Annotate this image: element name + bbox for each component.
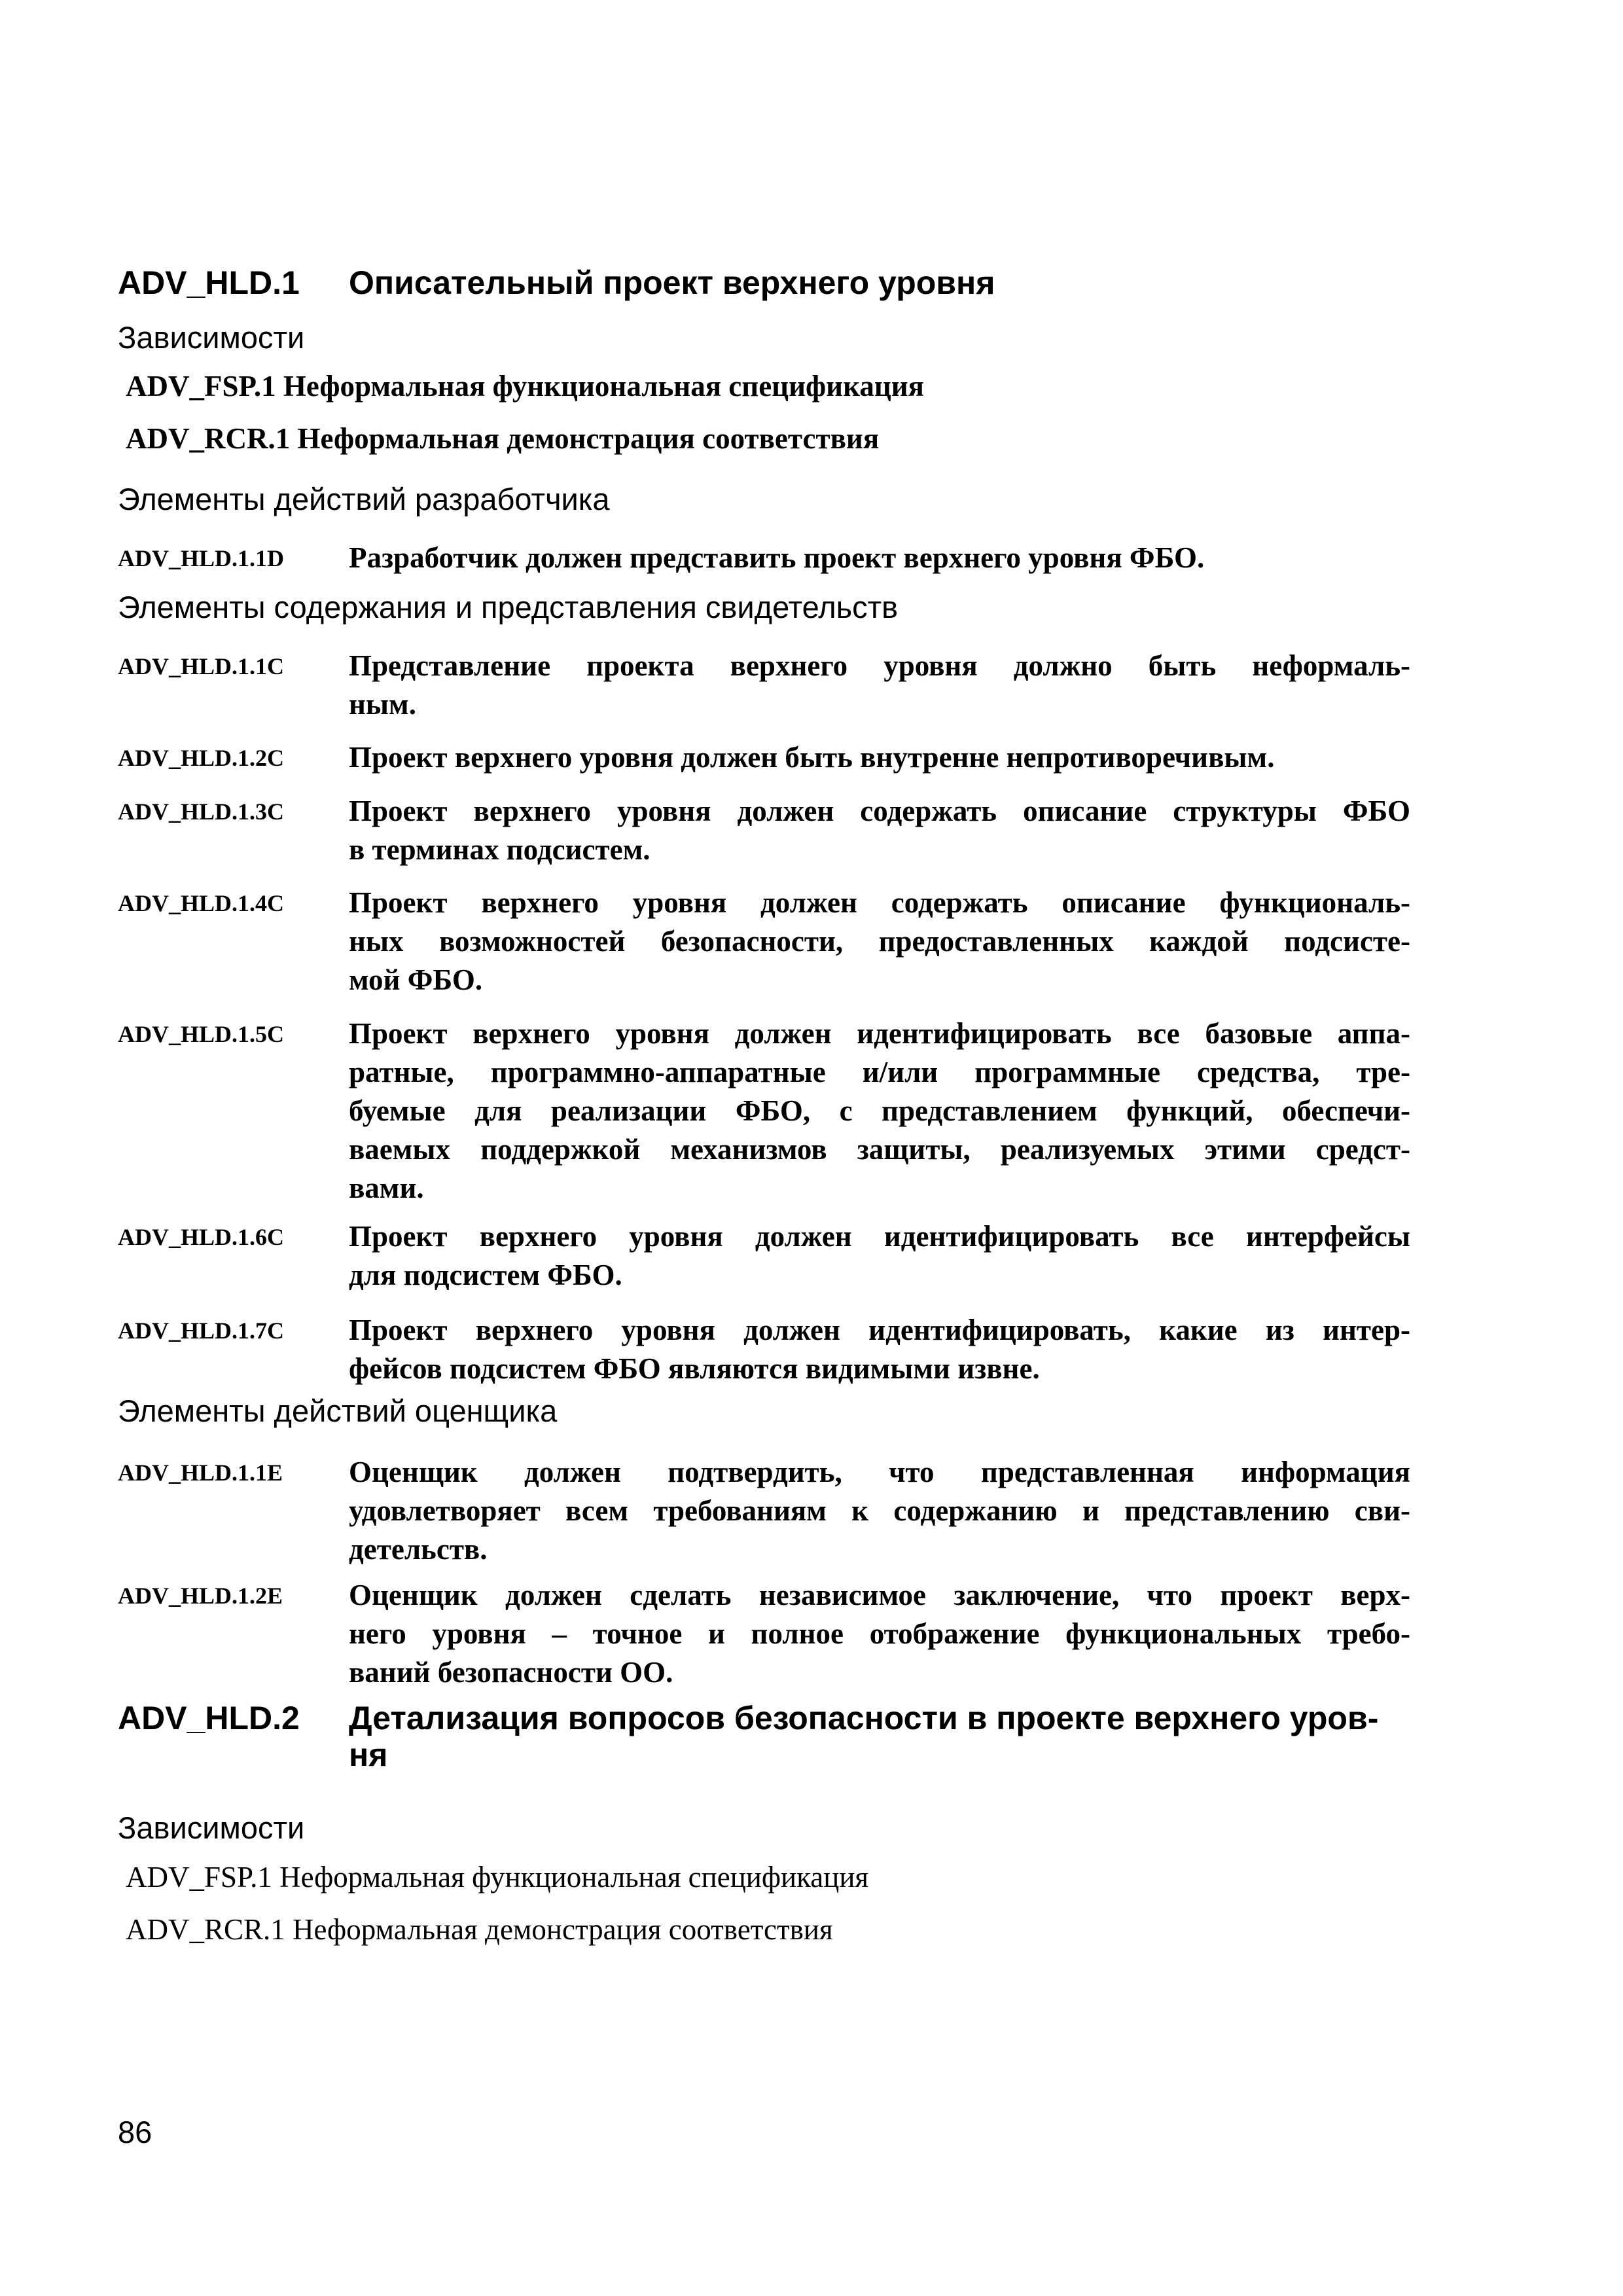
dependencies-heading: Зависимости [118, 1810, 305, 1845]
element-text [349, 792, 1410, 869]
element-text [349, 1014, 1410, 1208]
element-text [349, 539, 1410, 577]
element-code: ADV_HLD.1.1D [118, 545, 285, 571]
evaluator-actions-heading: Элементы действий оценщика [118, 1393, 558, 1428]
section-title-line: Детализация вопросов безопасности в проекте верхнего уров- [349, 1700, 1379, 1736]
element-line: ратные, программно-аппаратные и/или программные средства, тре- [349, 1056, 1410, 1088]
developer-actions-heading: Элементы действий разработчика [118, 482, 610, 516]
element-line: для подсистем ФБО. [349, 1259, 622, 1291]
dependencies-heading: Зависимости [118, 320, 305, 355]
element-text [349, 647, 1410, 724]
element-line: Проект верхнего уровня должен быть внутренне непротиворечивым. [349, 741, 1275, 774]
section-code: ADV_HLD.1 [118, 264, 300, 301]
element-line: ваний безопасности ОО. [349, 1656, 673, 1689]
element-line: Оценщик должен сделать независимое заключение, что проект верх- [349, 1579, 1410, 1611]
section-title [349, 1698, 1410, 1772]
element-code: ADV_HLD.1.3C [118, 798, 285, 825]
element-line: фейсов подсистем ФБО являются видимыми извне. [349, 1352, 1040, 1385]
element-code: ADV_HLD.1.7C [118, 1318, 285, 1344]
element-code: ADV_HLD.1.1C [118, 653, 285, 679]
element-code: ADV_HLD.1.2E [118, 1583, 283, 1609]
element-text [349, 1311, 1410, 1388]
element-line: Оценщик должен подтвердить, что представленная информация [349, 1456, 1410, 1488]
element-line: него уровня – точное и полное отображение функциональных требо- [349, 1617, 1410, 1650]
element-line: Проект верхнего уровня должен идентифицировать все интерфейсы [349, 1220, 1410, 1253]
element-code: ADV_HLD.1.4C [118, 890, 285, 916]
dependency-item: ADV_RCR.1 Неформальная демонстрация соответствия [126, 422, 880, 455]
element-code: ADV_HLD.1.5C [118, 1021, 285, 1047]
element-line: ваемых поддержкой механизмов защиты, реализуемых этими средст- [349, 1133, 1410, 1166]
element-line: ным. [349, 688, 416, 721]
dependency-item: ADV_FSP.1 Неформальная функциональная спецификация [126, 1861, 869, 1893]
element-text [349, 884, 1410, 999]
element-text [349, 1576, 1410, 1692]
element-line: детельств. [349, 1533, 488, 1566]
element-text [349, 1217, 1410, 1295]
section-code: ADV_HLD.2 [118, 1700, 300, 1736]
element-line: Проект верхнего уровня должен идентифицировать все базовые аппа- [349, 1017, 1410, 1050]
element-text [349, 1453, 1410, 1569]
element-line: мой ФБО. [349, 963, 483, 996]
element-line: Проект верхнего уровня должен содержать описание структуры ФБО [349, 795, 1410, 827]
dependency-item: ADV_FSP.1 Неформальная функциональная спецификация [126, 370, 925, 403]
element-line: удовлетворяет всем требованиям к содержанию и представлению сви- [349, 1494, 1410, 1527]
element-line: Разработчик должен представить проект верхнего уровня ФБО. [349, 541, 1205, 574]
element-code: ADV_HLD.1.1E [118, 1460, 283, 1486]
element-line: ных возможностей безопасности, предоставленных каждой подсисте- [349, 925, 1410, 958]
element-line: Представление проекта верхнего уровня должно быть неформаль- [349, 649, 1410, 682]
section-title-line: ня [349, 1736, 388, 1773]
element-code: ADV_HLD.1.2C [118, 745, 285, 771]
element-line: в терминах подсистем. [349, 833, 651, 866]
content-presentation-heading: Элементы содержания и представления свидетельств [118, 590, 899, 624]
element-code: ADV_HLD.1.6C [118, 1224, 285, 1250]
element-line: буемые для реализации ФБО, с представлением функций, обеспечи- [349, 1094, 1410, 1127]
dependency-item: ADV_RCR.1 Неформальная демонстрация соответствия [126, 1913, 833, 1946]
section-title: Описательный проект верхнего уровня [349, 264, 995, 301]
element-text [349, 738, 1410, 777]
element-line: Проект верхнего уровня должен содержать описание функциональ- [349, 886, 1410, 919]
page-number: 86 [118, 2115, 152, 2149]
element-line: вами. [349, 1172, 424, 1204]
element-line: Проект верхнего уровня должен идентифицировать, какие из интер- [349, 1314, 1410, 1346]
